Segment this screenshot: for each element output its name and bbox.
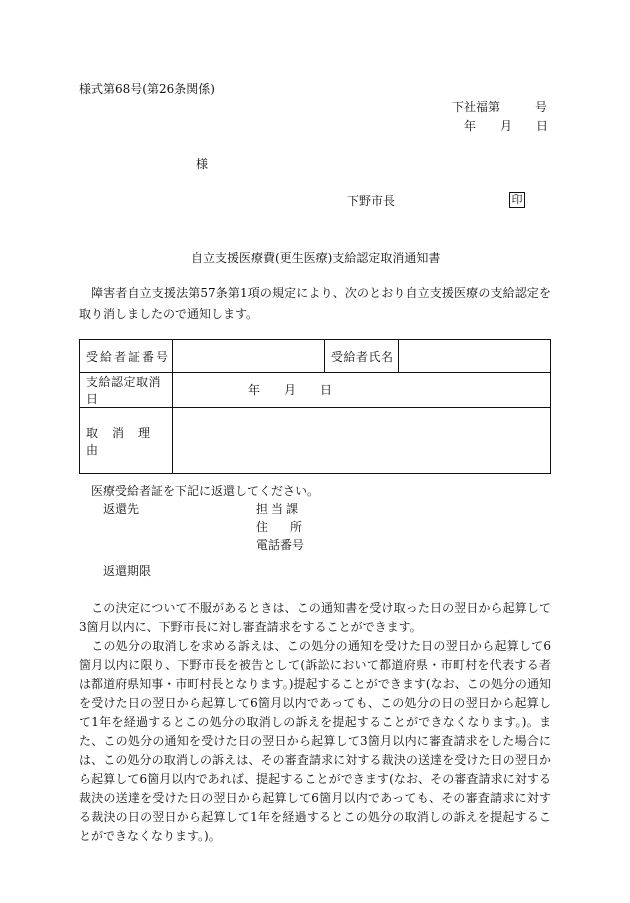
contact-phone-label: 電話番号 bbox=[256, 538, 305, 552]
date-day: 日 bbox=[536, 119, 549, 133]
notice-paragraph-2 bbox=[79, 637, 551, 846]
return-instruction: 医療受給者証を下記に返還してください。 bbox=[91, 484, 320, 498]
recipient-name-field[interactable] bbox=[399, 340, 551, 373]
addressee-suffix: 様 bbox=[196, 157, 209, 171]
table-row bbox=[80, 373, 551, 408]
notice-text-1: この決定について不服があるときは、この通知書を受け取った日の翌日から起算して3箇月以内に、下野市長に対し審査請求をすることができます。 bbox=[79, 601, 551, 634]
form-number: 様式第68号(第26条関係) bbox=[79, 82, 215, 96]
return-deadline-label: 返還期限 bbox=[103, 564, 152, 578]
recipient-id-field[interactable] bbox=[173, 340, 325, 373]
intro-paragraph bbox=[79, 283, 551, 325]
return-destination-label: 返還先 bbox=[103, 502, 140, 516]
certification-table bbox=[79, 339, 551, 474]
contact-dept-label: 担当課 bbox=[256, 502, 302, 516]
seal-stamp bbox=[509, 192, 525, 208]
table-row bbox=[80, 408, 551, 474]
recipient-id-label: 受給者証番号 bbox=[80, 340, 173, 373]
date-year: 年 bbox=[464, 119, 477, 133]
doc-number-prefix: 下社福第 bbox=[452, 100, 501, 114]
intro-text: 障害者自立支援法第57条第1項の規定により、次のとおり自立支援医療の支給認定を取り消しましたので通知します。 bbox=[79, 286, 551, 321]
notice-paragraph-1 bbox=[79, 599, 551, 637]
cancel-date-month: 月 bbox=[284, 383, 297, 397]
doc-number-suffix: 号 bbox=[535, 100, 548, 114]
table-row bbox=[80, 340, 551, 373]
reason-field[interactable] bbox=[173, 408, 551, 474]
notice-text-2: この処分の取消しを求める訴えは、この処分の通知を受けた日の翌日から起算して6箇月以内に限り、下野市長を被告として(訴訟において都道府県・市町村を代表する者は都道府県知事・市町村長となります。)提起することができます(なお、この処分の通知を受けた日の翌日から起算して6箇月以内であっても、この処分の日の翌日から起算して1年を経過するとこの処分の取消しの訴えを提起することができなくなります。)。また、この処分の通知を受けた日の翌日から起算して3箇月以内に審査請求をした場合には、この処分の取消しの訴えは、その審査請求に対する裁決の送達を受けた日の翌日から起算して6箇月以内であれば、提起することができます(なお、その審査請求に対する裁決の送達を受けた日の翌日から起算して6箇月以内であっても、その審査請求に対する裁決の日の翌日から起算して1年を経過するとこの処分の取消しの訴えを提起することができなくなります。)。 bbox=[79, 639, 551, 843]
issuer-title: 下野市長 bbox=[347, 194, 396, 208]
date-month: 月 bbox=[500, 119, 513, 133]
cancel-date-field[interactable] bbox=[173, 373, 551, 408]
contact-address-label: 住所 bbox=[256, 520, 325, 534]
document-title: 自立支援医療費(更生医療)支給認定取消通知書 bbox=[191, 251, 441, 265]
cancel-date-year: 年 bbox=[248, 383, 261, 397]
cancel-date-label: 支給認定取消日 bbox=[80, 373, 173, 408]
reason-label: 取消理由 bbox=[80, 408, 173, 474]
cancel-date-day: 日 bbox=[320, 383, 333, 397]
recipient-name-label: 受給者氏名 bbox=[325, 340, 399, 373]
seal-label: 印 bbox=[511, 193, 523, 206]
